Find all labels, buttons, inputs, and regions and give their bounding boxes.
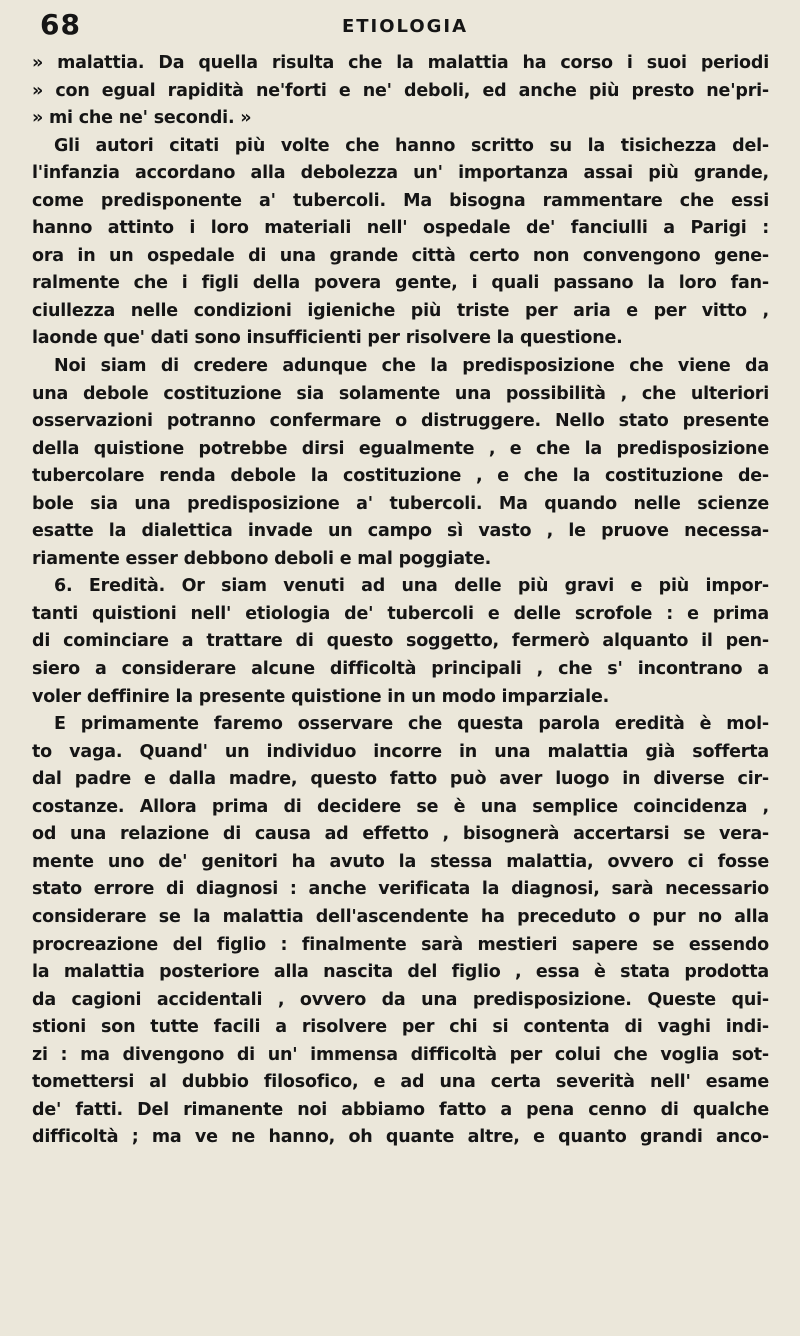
running-head: ETIOLOGIA: [341, 16, 469, 37]
text-line: da cagioni accidentali , ovvero da una predisposizione. Queste qui-: [32, 989, 769, 1010]
text-line: esatte la dialettica invade un campo sì vasto , le pruove necessa-: [32, 521, 769, 542]
text-line: stato errore di diagnosi : anche verificata la diagnosi, sarà necessario: [32, 879, 769, 900]
text-line: de' fatti. Del rimanente noi abbiamo fatto a pena cenno di qualche: [32, 1099, 769, 1120]
text-line: costanze. Allora prima di decidere se è una semplice coincidenza ,: [32, 796, 769, 817]
text-line: » mi che ne' secondi. »: [32, 108, 252, 129]
text-line: » malattia. Da quella risulta che la malattia ha corso i suoi periodi: [32, 53, 769, 73]
text-line: riamente esser debbono deboli e mal poggiate.: [32, 548, 492, 569]
text-line: bole sia una predisposizione a' tubercoli. Ma quando nelle scienze: [32, 493, 769, 514]
text-line: considerare se la malattia dell'ascendente ha preceduto o pur no alla: [32, 906, 769, 927]
text-line: Gli autori citati più volte che hanno scritto su la tisichezza del-: [54, 135, 769, 156]
text-line: mente uno de' genitori ha avuto la stessa malattia, ovvero ci fosse: [32, 851, 769, 872]
text-line: laonde que' dati sono insufficienti per risolvere la questione.: [32, 328, 623, 349]
text-line: ralmente che i figli della povera gente, i quali passano la loro fan-: [32, 273, 769, 294]
text-line: l'infanzia accordano alla debolezza un' importanza assai più grande,: [32, 163, 769, 184]
text-line: ciullezza nelle condizioni igieniche più triste per aria e per vitto ,: [32, 300, 769, 321]
text-line: voler deffinire la presente quistione in un modo imparziale.: [32, 686, 610, 707]
text-line: Noi siam di credere adunque che la predisposizione che viene da: [54, 356, 769, 377]
text-line: come predisponente a' tubercoli. Ma bisogna rammentare che essi: [32, 190, 769, 211]
page-number: 68: [40, 8, 81, 41]
text-line: osservazioni potranno confermare o distruggere. Nello stato presente: [32, 411, 769, 432]
text-line: od una relazione di causa ad effetto , bisognerà accertarsi se vera-: [32, 824, 769, 845]
text-line: di cominciare a trattare di questo soggetto, fermerò alquanto il pen-: [32, 631, 769, 652]
text-line: E primamente faremo osservare che questa parola eredità è mol-: [54, 714, 769, 735]
text-line: ora in un ospedale di una grande città certo non convengono gene-: [32, 245, 769, 266]
text-line: della quistione potrebbe dirsi egualmente , e che la predisposizione: [32, 438, 769, 459]
body-text: [32, 50, 769, 1152]
text-line: hanno attinto i loro materiali nell' ospedale de' fanciulli a Parigi :: [32, 218, 769, 239]
text-line: stioni son tutte facili a risolvere per chi si contenta di vaghi indi-: [32, 1017, 769, 1038]
text-line: tubercolare renda debole la costituzione , e che la costituzione de-: [32, 466, 769, 487]
text-line: tanti quistioni nell' etiologia de' tubercoli e delle scrofole : e prima: [32, 603, 769, 624]
text-line: difficoltà ; ma ve ne hanno, oh quante altre, e quanto grandi anco-: [32, 1127, 769, 1148]
text-line: » con egual rapidità ne'forti e ne' deboli, ed anche più presto ne'pri-: [32, 80, 769, 101]
text-line: procreazione del figlio : finalmente sarà mestieri sapere se essendo: [32, 934, 769, 955]
text-line: la malattia posteriore alla nascita del figlio , essa è stata prodotta: [32, 962, 769, 983]
text-line: 6. Eredità. Or siam venuti ad una delle più gravi e più impor-: [54, 576, 769, 597]
text-line: zi : ma divengono di un' immensa difficoltà per colui che voglia sot-: [32, 1044, 769, 1065]
text-line: una debole costituzione sia solamente una possibilità , che ulteriori: [32, 383, 769, 404]
text-line: siero a considerare alcune difficoltà principali , che s' incontrano a: [32, 659, 769, 680]
page-header: [40, 8, 770, 44]
text-line: to vaga. Quand' un individuo incorre in una malattia già sofferta: [32, 741, 769, 762]
text-line: dal padre e dalla madre, questo fatto può aver luogo in diverse cir-: [32, 769, 769, 790]
text-line: tomettersi al dubbio filosofico, e ad una certa severità nell' esame: [32, 1072, 769, 1093]
